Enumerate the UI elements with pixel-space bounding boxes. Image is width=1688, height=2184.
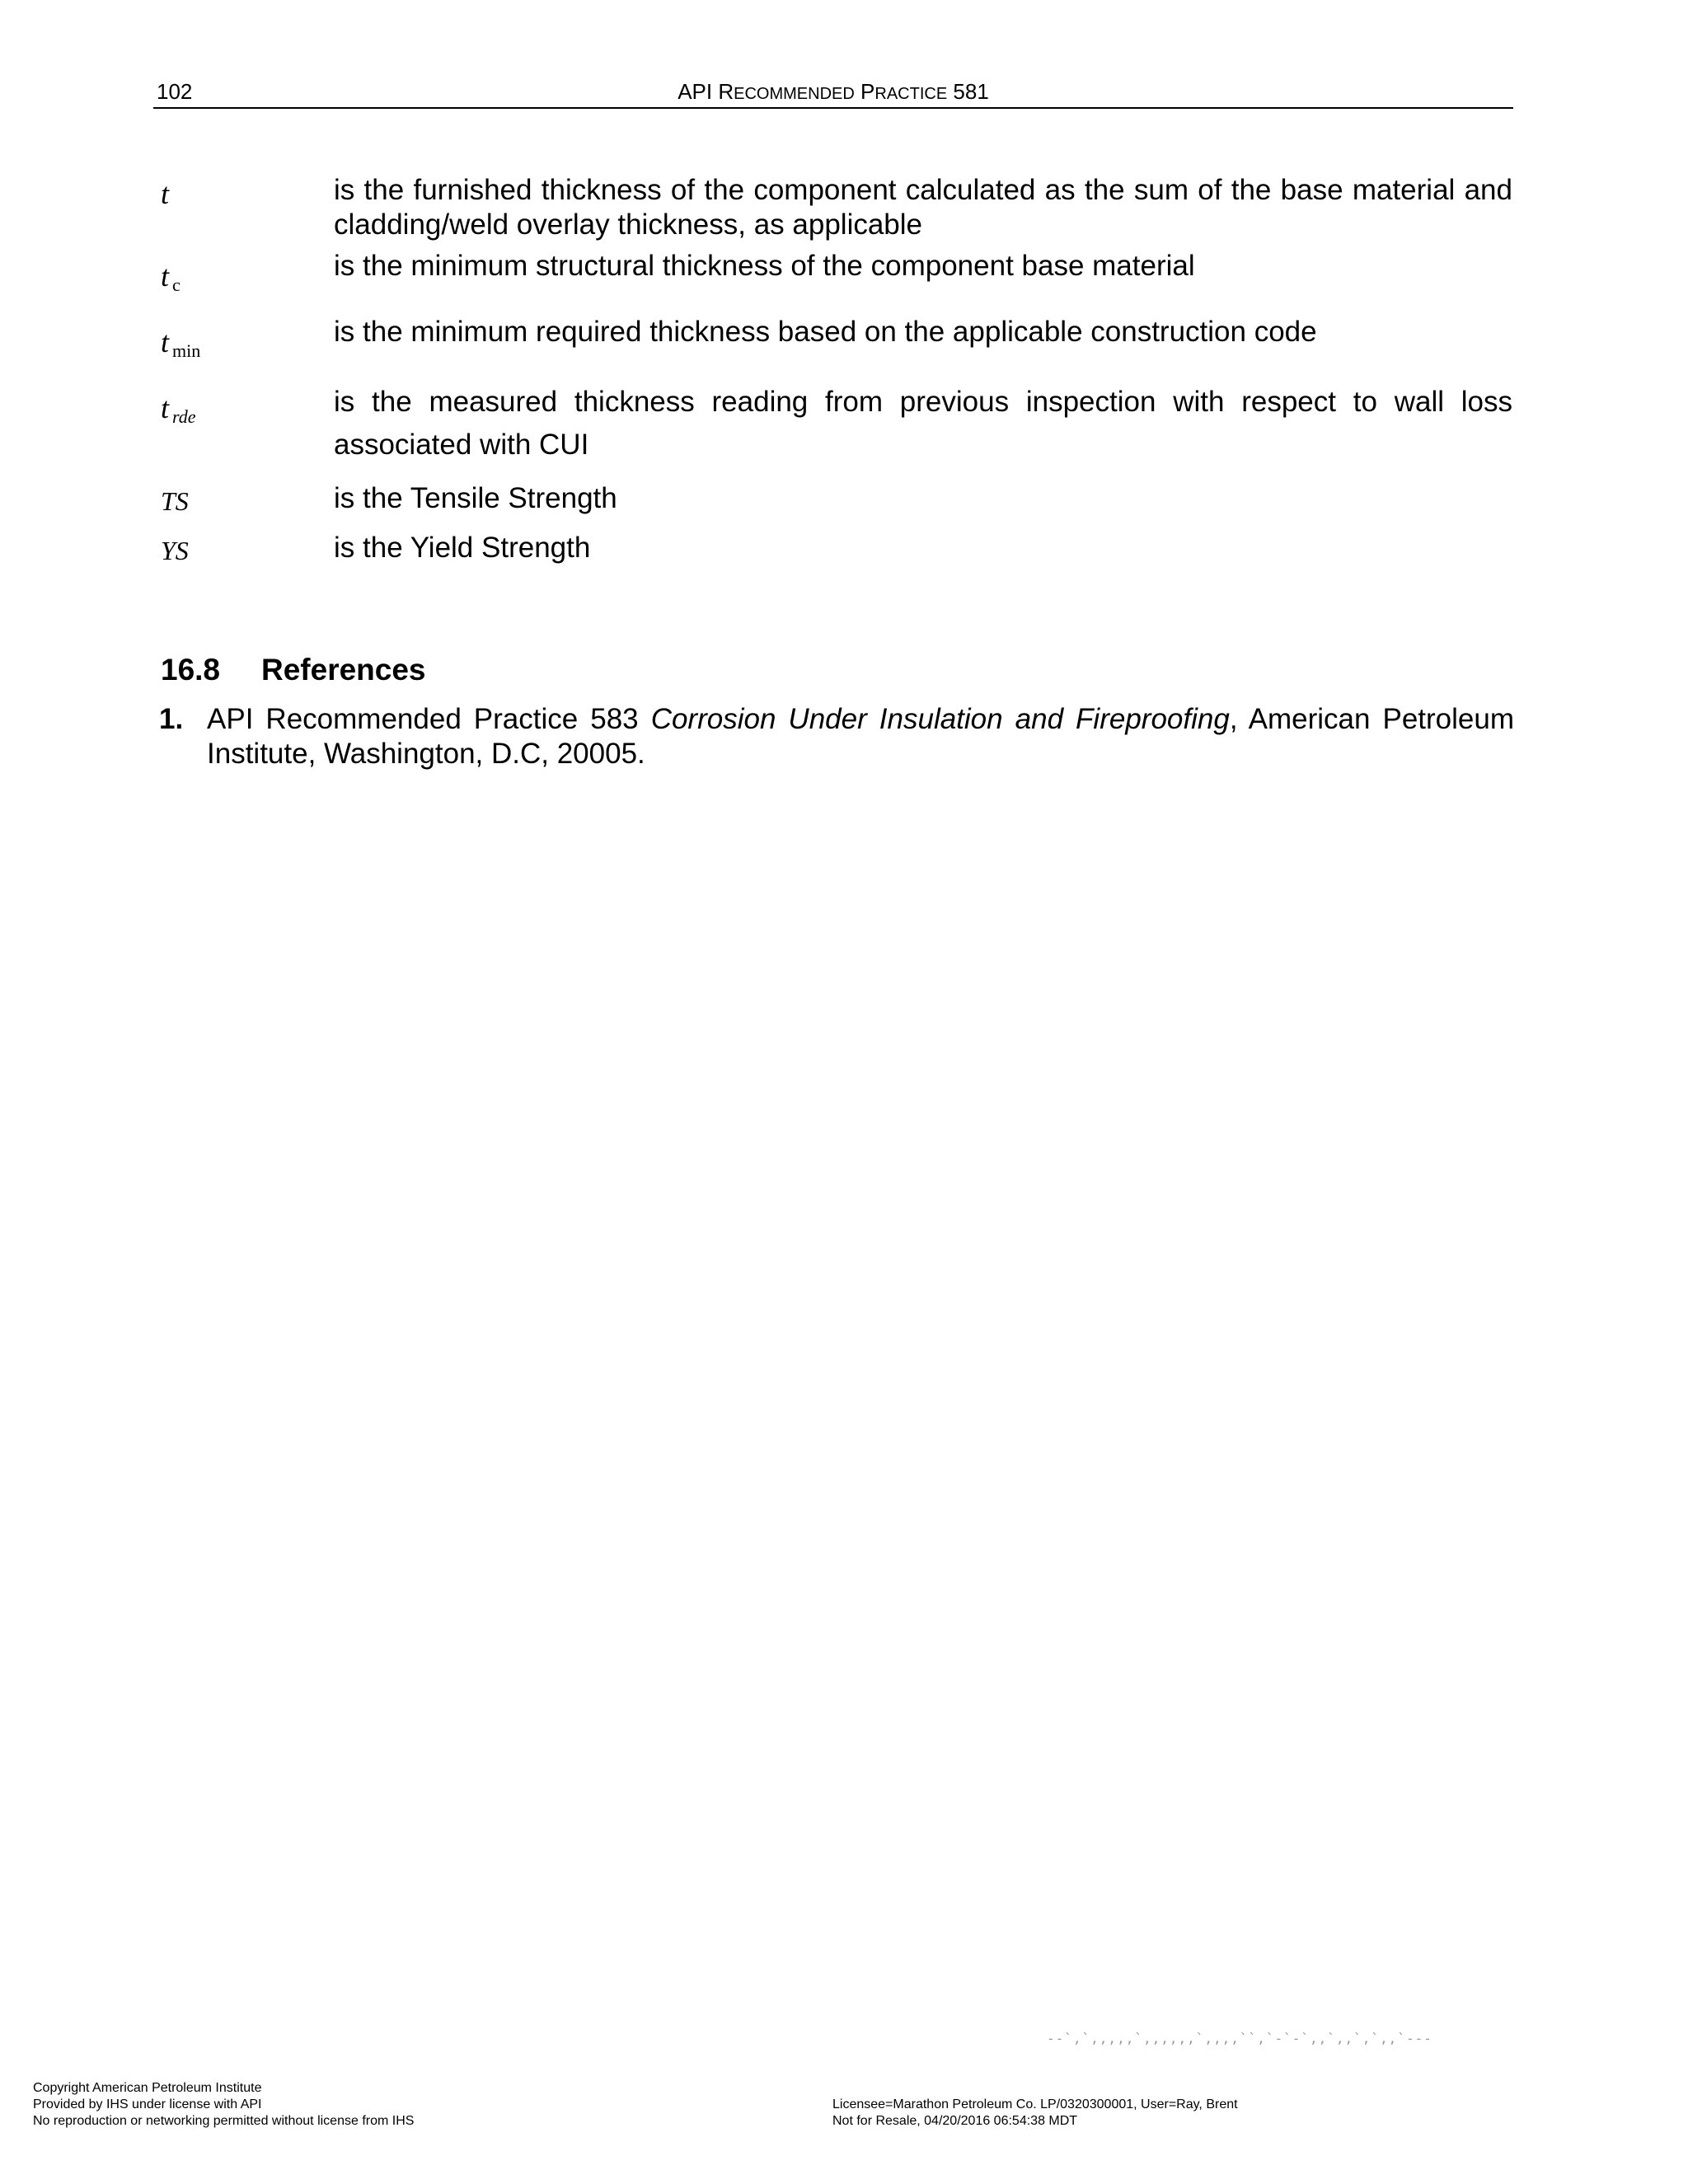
section-number: 16.8 [161,653,221,687]
symbol-base: t [161,326,170,359]
footer-line: Licensee=Marathon Petroleum Co. LP/0320300001, User=Ray, Brent [832,2097,1238,2111]
running-title-part: RACTICE [874,85,948,103]
references-list [159,702,1519,771]
definition-symbol [161,176,169,211]
reference-prefix: API Recommended Practice 583 [207,703,651,735]
symbol-base: t [161,177,170,210]
running-title [153,79,1513,105]
definition-symbol [161,325,200,362]
footer-line: Copyright American Petroleum Institute [33,2081,262,2095]
definition-description: is the Tensile Strength [334,482,617,514]
running-title-part: API R [678,79,734,104]
running-title-part: P [854,79,875,104]
definition-description: is the furnished thickness of the component calculated as the sum of the base material and cladding/weld overlay thickness, as applicable [334,174,1512,241]
reference-number: 1. [159,703,184,735]
symbol-subscript: min [172,340,201,361]
reference-item [159,702,1519,771]
definition-description: is the minimum required thickness based on the applicable construction code [334,316,1317,348]
symbol-base: YS [161,536,189,565]
footer-line: No reproduction or networking permitted without license from IHS [33,2114,415,2128]
section-heading [161,653,426,687]
watermark-dots: --`,`,,,,,`,,,,,,`,,,,``,`-`-`,,`,,`,`,,`--- [1047,2031,1432,2046]
definition-symbol [161,391,196,428]
reference-text [207,702,1514,771]
section-title: References [261,653,426,687]
symbol-base: TS [161,486,189,516]
running-title-part: 581 [947,79,989,104]
definition-symbol [161,486,189,517]
definition-description: is the Yield Strength [334,532,591,564]
definition-description: is the minimum structural thickness of the component base material [334,250,1195,282]
running-title-part: ECOMMENDED [734,85,855,103]
page-number: 102 [157,79,193,104]
reference-suffix: , American Petroleum Institute, Washington, D.C, 20005. [207,703,1514,770]
reference-title: Corrosion Under Insulation and Fireproofing [650,703,1230,735]
symbol-base: t [161,260,170,293]
footer-license [832,2097,1238,2130]
symbol-subscript: rde [172,406,196,427]
symbol-subscript: c [172,274,181,295]
footer-copyright [33,2080,414,2130]
definition-description: is the measured thickness reading from previous inspection with respect to wall loss associated with CUI [334,386,1512,461]
footer-line: Provided by IHS under license with API [33,2097,262,2111]
symbol-base: t [161,391,170,424]
footer-line: Not for Resale, 04/20/2016 06:54:38 MDT [832,2114,1078,2128]
definition-symbol [161,259,181,296]
page-header [153,77,1513,109]
definition-symbol [161,536,189,566]
